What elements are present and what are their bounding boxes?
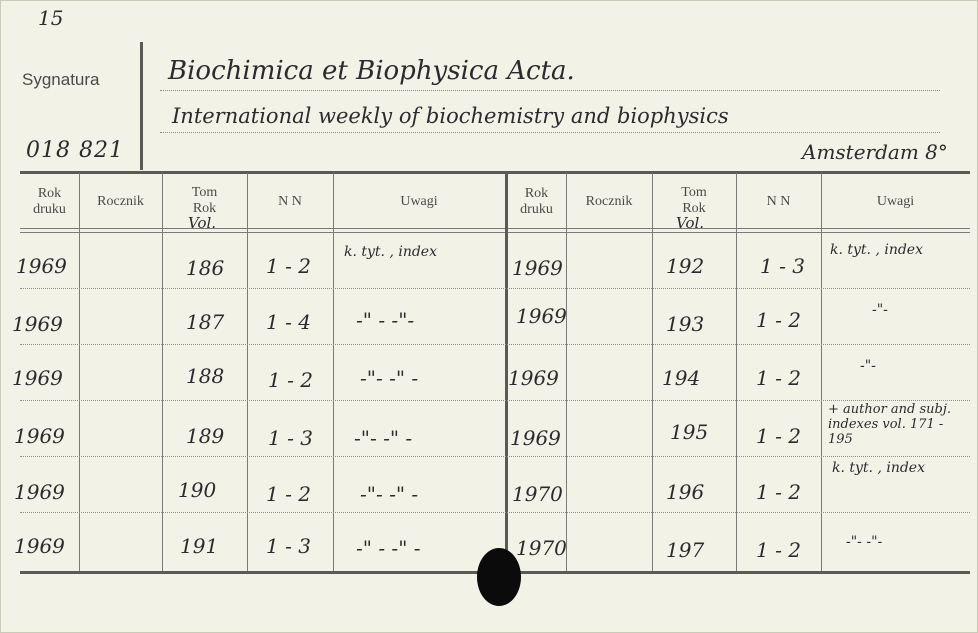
- punch-hole: [477, 548, 521, 606]
- left-row-4-tom: 189: [186, 424, 225, 448]
- signature-label: Sygnatura: [22, 70, 100, 89]
- right-row-5-year: 1970: [512, 482, 563, 506]
- right-row-5-tom: 196: [666, 480, 705, 504]
- left-row-6-tom: 191: [180, 534, 219, 558]
- row-line: [20, 288, 970, 289]
- left-row-6-uwagi: -" - -" -: [356, 536, 421, 560]
- left-row-2-year: 1969: [12, 312, 63, 336]
- right-row-6-year: 1970: [516, 536, 567, 560]
- row-line: [20, 456, 970, 457]
- header-separator: [140, 42, 143, 170]
- signature-value: 018 821: [26, 138, 124, 163]
- title-dotted-line-2: [160, 132, 940, 133]
- title-line-2: International weekly of biochemistry and biophysics: [172, 104, 729, 128]
- place-format: Amsterdam 8°: [802, 140, 948, 164]
- right-row-1-tom: 192: [666, 254, 705, 278]
- header-uwagi-left: Uwagi: [400, 194, 438, 209]
- right-row-1-nn: 1 - 3: [760, 254, 805, 278]
- header-rocznik-left: Rocznik: [97, 194, 144, 209]
- left-row-3-uwagi: -"- -" -: [360, 366, 419, 390]
- header-vol-right: Vol.: [676, 214, 705, 232]
- right-row-3-nn: 1 - 2: [756, 366, 801, 390]
- left-row-4-nn: 1 - 3: [268, 426, 313, 450]
- left-row-6-year: 1969: [14, 534, 65, 558]
- right-row-5-nn: 1 - 2: [756, 480, 801, 504]
- header-vol-left: Vol.: [188, 214, 217, 232]
- right-row-6-uwagi: -"- -"-: [846, 534, 883, 550]
- left-row-3-year: 1969: [12, 366, 63, 390]
- right-row-6-nn: 1 - 2: [756, 538, 801, 562]
- header-tom-rok-left: Tom Rok: [191, 185, 218, 216]
- left-row-4-uwagi: -"- -" -: [354, 426, 413, 450]
- right-row-2-tom: 193: [666, 312, 705, 336]
- right-row-2-nn: 1 - 2: [756, 308, 801, 332]
- right-row-1-year: 1969: [512, 256, 563, 280]
- right-row-3-tom: 194: [662, 366, 701, 390]
- left-row-5-nn: 1 - 2: [266, 482, 311, 506]
- header-nn-left: N N: [278, 194, 302, 209]
- title-dotted-line-1: [160, 90, 940, 91]
- header-rocznik-right: Rocznik: [585, 194, 633, 209]
- right-row-3-year: 1969: [508, 366, 559, 390]
- right-row-4-nn: 1 - 2: [756, 424, 801, 448]
- title-line-1: Biochimica et Biophysica Acta.: [168, 56, 575, 86]
- row-line: [20, 400, 970, 401]
- header-uwagi-right: Uwagi: [876, 194, 915, 209]
- left-row-5-uwagi: -"- -" -: [360, 482, 419, 506]
- right-row-4-uwagi: + author and subj. indexes vol. 171 - 195: [828, 402, 952, 447]
- corner-number: 15: [38, 6, 64, 30]
- left-row-1-tom: 186: [186, 256, 225, 280]
- header-rok-druku-right: Rok druku: [520, 186, 553, 217]
- left-row-3-tom: 188: [186, 364, 225, 388]
- right-row-5-uwagi: k. tyt. , index: [832, 460, 925, 476]
- right-row-1-uwagi: k. tyt. , index: [830, 242, 923, 258]
- left-row-5-tom: 190: [178, 478, 217, 502]
- row-line: [20, 344, 970, 345]
- row-line: [20, 512, 970, 513]
- left-row-2-nn: 1 - 4: [266, 310, 311, 334]
- header-rok-druku-left: Rok druku: [33, 186, 66, 217]
- right-row-3-uwagi: -"-: [860, 358, 876, 374]
- left-row-2-uwagi: -" - -"-: [356, 308, 415, 332]
- left-row-1-nn: 1 - 2: [266, 254, 311, 278]
- left-row-2-tom: 187: [186, 310, 225, 334]
- left-row-1-year: 1969: [16, 254, 67, 278]
- header-nn-right: N N: [766, 194, 791, 209]
- right-row-2-uwagi: -"-: [872, 302, 888, 318]
- left-row-6-nn: 1 - 3: [266, 534, 311, 558]
- header-tom-rok-right: Tom Rok: [681, 185, 707, 216]
- right-row-6-tom: 197: [666, 538, 705, 562]
- left-row-1-uwagi: k. tyt. , index: [344, 244, 437, 260]
- left-row-5-year: 1969: [14, 480, 65, 504]
- right-row-2-year: 1969: [516, 304, 567, 328]
- left-row-4-year: 1969: [14, 424, 65, 448]
- right-row-4-year: 1969: [510, 426, 561, 450]
- right-row-4-tom: 195: [670, 420, 709, 444]
- left-row-3-nn: 1 - 2: [268, 368, 313, 392]
